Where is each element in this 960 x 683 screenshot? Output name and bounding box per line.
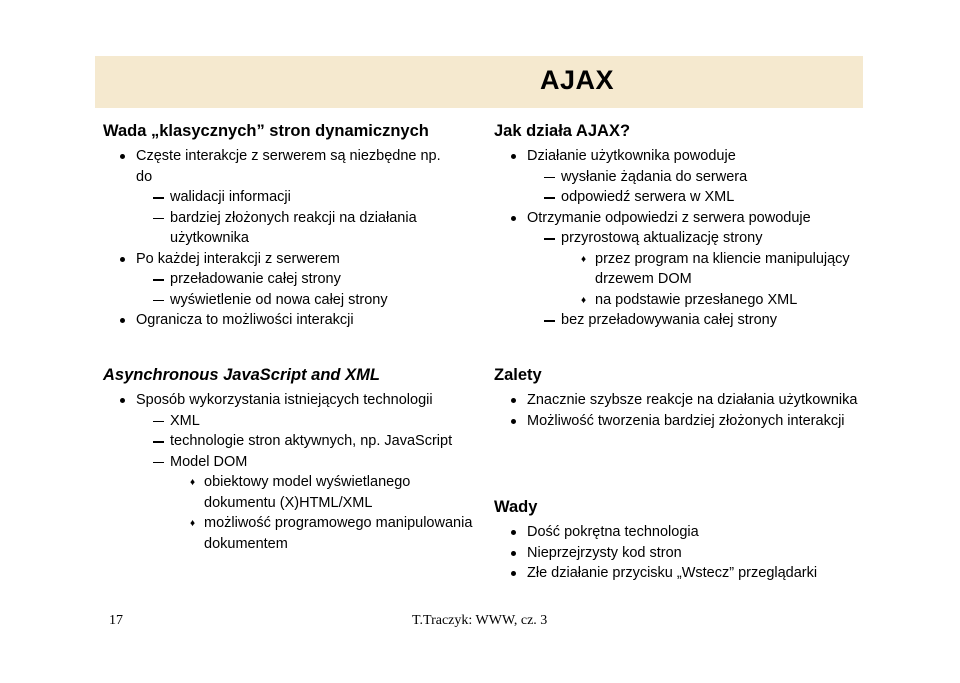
sub-bullet-item: bez przeładowywania całej strony (494, 310, 864, 331)
sub-sub-bullet-item: ♦ możliwość programowego manipulowania dokumentem (103, 513, 473, 554)
bullet-list (103, 146, 473, 331)
slide-title: AJAX (539, 65, 614, 95)
bullet-list (494, 146, 864, 331)
bullet-list (103, 390, 473, 554)
sub-sub-bullet-item: ♦ na podstawie przesłanego XML (494, 290, 864, 311)
section-heading: Asynchronous JavaScript and XML (103, 366, 380, 384)
section-heading: Wada „klasycznych” stron dynamicznych (103, 122, 429, 140)
sub-bullet-item: wyświetlenie od nowa całej strony (103, 290, 473, 311)
title-banner (95, 56, 863, 108)
section-asynchronous (103, 364, 473, 554)
bullet-item: Otrzymanie odpowiedzi z serwera powoduje (494, 208, 864, 229)
section-heading: Jak działa AJAX? (494, 122, 631, 140)
bullet-item: Możliwość tworzenia bardziej złożonych interakcji (494, 411, 864, 432)
bullet-item: Dość pokrętna technologia (494, 522, 864, 543)
sub-bullet-item: walidacji informacji (103, 187, 473, 208)
section-heading: Wady (494, 498, 538, 516)
bullet-item: Ogranicza to możliwości interakcji (103, 310, 473, 331)
sub-bullet-item: odpowiedź serwera w XML (494, 187, 864, 208)
bullet-item: Nieprzejrzysty kod stron (494, 543, 864, 564)
bullet-item: Po każdej interakcji z serwerem (103, 249, 473, 270)
bullet-item: Sposób wykorzystania istniejących technologii (103, 390, 473, 411)
footer-caption: T.Traczyk: WWW, cz. 3 (412, 613, 548, 628)
sub-bullet-item: technologie stron aktywnych, np. JavaScript (103, 431, 473, 452)
sub-bullet-item: przyrostową aktualizację strony (494, 228, 864, 249)
sub-sub-bullet-item: ♦ przez program na kliencie manipulujący drzewem DOM (494, 249, 864, 290)
bullet-item: Działanie użytkownika powoduje (494, 146, 864, 167)
sub-sub-bullet-item: ♦ obiektowy model wyświetlanego dokumentu (X)HTML/XML (103, 472, 473, 513)
page-number: 17 (109, 613, 123, 628)
section-wady (494, 496, 864, 584)
section-zalety (494, 364, 864, 431)
section-heading: Zalety (494, 366, 542, 384)
sub-bullet-item: XML (103, 411, 473, 432)
bullet-list (494, 522, 864, 584)
section-wada (103, 120, 473, 331)
sub-bullet-item: wysłanie żądania do serwera (494, 167, 864, 188)
sub-bullet-item: bardziej złożonych reakcji na działania użytkownika (103, 208, 473, 249)
bullet-item: Znacznie szybsze reakcje na działania użytkownika (494, 390, 864, 411)
bullet-item: Złe działanie przycisku „Wstecz” przeglądarki (494, 563, 864, 584)
bullet-list (494, 390, 864, 431)
bullet-item: Częste interakcje z serwerem są niezbędne np. (103, 146, 473, 167)
section-jak-dziala (494, 120, 864, 331)
sub-bullet-item: Model DOM (103, 452, 473, 473)
bullet-item: do (136, 168, 153, 185)
sub-bullet-item: przeładowanie całej strony (103, 269, 473, 290)
